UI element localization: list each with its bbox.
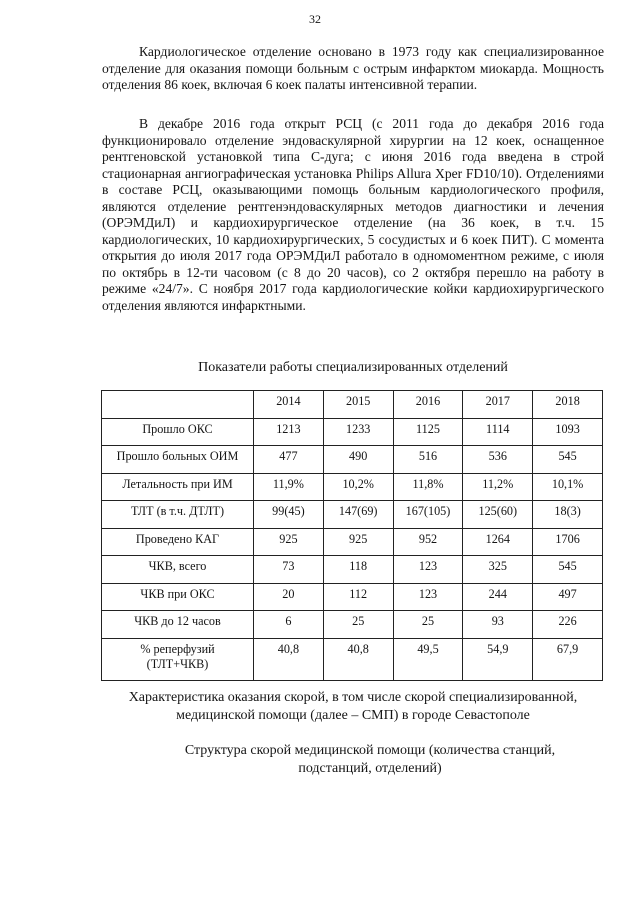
table-cell: 11,8% [393,473,463,501]
table-cell: 490 [323,446,393,474]
table-cell: 1213 [254,418,324,446]
table-cell: 545 [533,556,603,584]
table-cell: 497 [533,583,603,611]
table-row [102,556,603,584]
row-label-line: % реперфузий [140,641,215,656]
table-cell: 25 [323,611,393,639]
table-cell: 118 [323,556,393,584]
table-cell: 516 [393,446,463,474]
table-cell: 25 [393,611,463,639]
table-cell: 123 [393,556,463,584]
row-label: Проведено КАГ [102,528,254,556]
table-cell: 325 [463,556,533,584]
table-cell: 545 [533,446,603,474]
section-heading-line: медицинской помощи (далее – СМП) в городе Севастополе [176,708,530,723]
table-cell: 125(60) [463,501,533,529]
table-header-empty [102,391,254,419]
table-header-year: 2015 [323,391,393,419]
row-label: ЧКВ, всего [102,556,254,584]
table-cell: 6 [254,611,324,639]
subheading-line: подстанций, отделений) [298,761,442,776]
table-cell: 147(69) [323,501,393,529]
subheading [150,742,590,778]
table-cell: 49,5 [393,638,463,680]
table-cell: 18(3) [533,501,603,529]
table-header-year: 2017 [463,391,533,419]
table-row [102,528,603,556]
section-heading [102,689,604,725]
table-row [102,583,603,611]
table-cell: 40,8 [323,638,393,680]
table-header-year: 2014 [254,391,324,419]
table-row [102,638,603,680]
table-header-year: 2018 [533,391,603,419]
table-cell: 20 [254,583,324,611]
table-cell: 11,2% [463,473,533,501]
table-cell: 99(45) [254,501,324,529]
table-cell: 73 [254,556,324,584]
table-row [102,473,603,501]
table-cell: 1125 [393,418,463,446]
table-row [102,446,603,474]
table-row [102,611,603,639]
table-cell: 1264 [463,528,533,556]
statistics-table [101,390,603,681]
table-cell: 226 [533,611,603,639]
table-cell: 925 [323,528,393,556]
table-header-row [102,391,603,419]
table-row [102,418,603,446]
table-cell: 67,9 [533,638,603,680]
row-label: ТЛТ (в т.ч. ДТЛТ) [102,501,254,529]
paragraph-vascular-center: В декабре 2016 года открыт РСЦ (с 2011 года до декабря 2016 года функционировало отделение эндоваскулярной хирургии на 12 коек, оснащенное рентгеновской установкой типа С-дуга; с июня 2016 года введена в строй стационарная ангиографическая установка Philips Allura Xper FD10/10). Отделениями в составе РСЦ, оказывающими помощь больным кардиологического профиля, являются отделение рентгенэндоваскулярных методов диагностики и лечения (ОРЭМДиЛ) и кардиохирургическое отделение (на 36 коек, в т.ч. 15 кардиологических, 10 кардиохирургических, 5 сосудистых и 6 коек ПИТ). С момента открытия до июля 2017 года ОРЭМДиЛ работало в одномоментном режиме, с июля по октябрь в 12-ти часовом (с 8 до 20 часов), со 2 октября перешло на работу в режиме «24/7». С ноября 2017 года кардиологические койки кардиохирургического отделения являются инфарктными. [102,116,604,313]
table-cell: 10,1% [533,473,603,501]
table-cell: 536 [463,446,533,474]
table-cell: 112 [323,583,393,611]
table-cell: 93 [463,611,533,639]
table-cell: 10,2% [323,473,393,501]
row-label: Прошло ОКС [102,418,254,446]
table-cell: 40,8 [254,638,324,680]
subheading-line: Структура скорой медицинской помощи (количества станций, [184,743,556,758]
table-cell: 477 [254,446,324,474]
table-cell: 952 [393,528,463,556]
page-number: 32 [309,12,321,26]
table-cell: 123 [393,583,463,611]
section-heading-line: Характеристика оказания скорой, в том числе скорой специализированной, [128,690,578,705]
row-label: Прошло больных ОИМ [102,446,254,474]
table-caption: Показатели работы специализированных отделений [198,360,508,375]
table-cell: 1706 [533,528,603,556]
row-label: ЧКВ до 12 часов [102,611,254,639]
row-label [102,638,254,680]
row-label-line: (ТЛТ+ЧКВ) [146,656,209,671]
table-cell: 1114 [463,418,533,446]
paragraph-cardiology-department: Кардиологическое отделение основано в 1973 году как специализированное отделение для оказания помощи больным с острым инфарктом миокарда. Мощность отделения 86 коек, включая 6 коек палаты интенсивной терапии. [102,44,604,92]
row-label: ЧКВ при ОКС [102,583,254,611]
table-cell: 1093 [533,418,603,446]
table-cell: 167(105) [393,501,463,529]
table-cell: 244 [463,583,533,611]
table-cell: 925 [254,528,324,556]
table-cell: 54,9 [463,638,533,680]
row-label: Летальность при ИМ [102,473,254,501]
table-cell: 11,9% [254,473,324,501]
table-header-year: 2016 [393,391,463,419]
table-row [102,501,603,529]
table-cell: 1233 [323,418,393,446]
